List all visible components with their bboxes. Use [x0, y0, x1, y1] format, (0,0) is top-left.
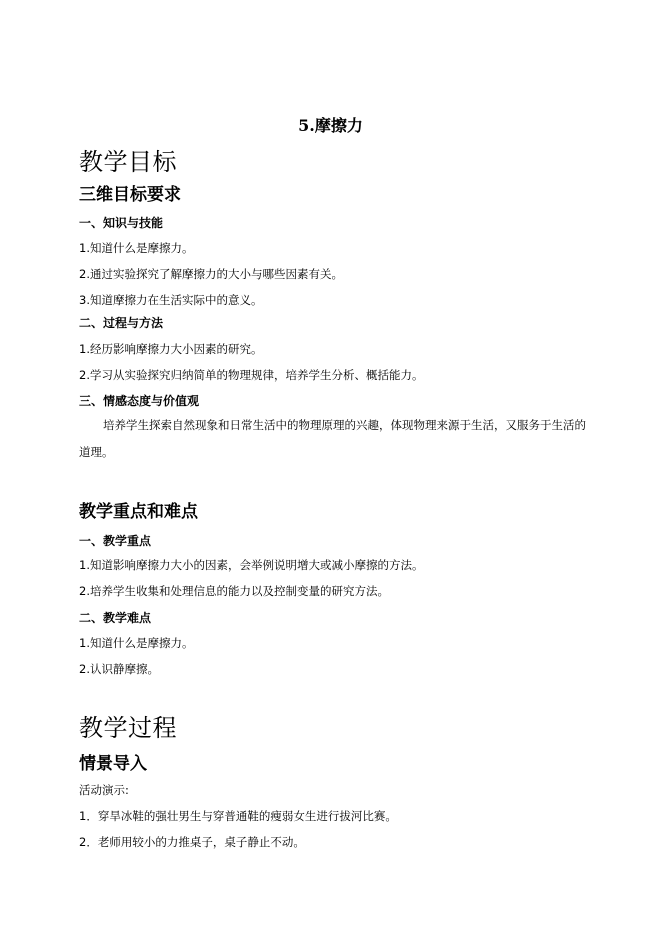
subheading-three-dimension-goals: 三维目标要求 [79, 185, 181, 205]
heading-teaching-focus: 一、教学重点 [79, 534, 152, 548]
list-item: 1.经历影响摩擦力大小因素的研究。 [79, 342, 263, 356]
list-item: 1.知道什么是摩擦力。 [79, 241, 194, 255]
list-item: 3.知道摩擦力在生活实际中的意义。 [79, 293, 263, 307]
list-item: 2.培养学生收集和处理信息的能力以及控制变量的研究方法。 [79, 584, 389, 598]
heading-emotion-values: 三、情感态度与价值观 [79, 394, 200, 408]
list-item: 2.学习从实验探究归纳简单的物理规律，培养学生分析、概括能力。 [79, 368, 424, 382]
document-title: 5.摩擦力 [298, 116, 363, 135]
list-item: 1.知道影响摩擦力大小的因素，会举例说明增大或减小摩擦的方法。 [79, 558, 424, 572]
subheading-scene-intro: 情景导入 [79, 754, 147, 774]
section-heading-key-points: 教学重点和难点 [79, 502, 198, 522]
list-item: 2.认识静摩擦。 [79, 662, 159, 676]
emotion-paragraph: 培养学生探索自然现象和日常生活中的物理原理的兴趣，体现物理来源于生活，又服务于生活的道理。 [79, 418, 586, 459]
list-item: 1.知道什么是摩擦力。 [79, 636, 194, 650]
heading-process-methods: 二、过程与方法 [79, 316, 164, 330]
heading-knowledge-skills: 一、知识与技能 [79, 216, 164, 230]
section-heading-goals: 教学目标 [79, 148, 177, 176]
list-item: 1．穿旱冰鞋的强壮男生与穿普通鞋的瘦弱女生进行拔河比赛。 [79, 809, 397, 823]
heading-teaching-difficulty: 二、教学难点 [79, 611, 152, 625]
list-item: 2．老师用较小的力推桌子，桌子静止不动。 [79, 835, 305, 849]
activity-label: 活动演示: [79, 783, 129, 797]
list-item: 2.通过实验探究了解摩擦力的大小与哪些因素有关。 [79, 267, 343, 281]
section-heading-process: 教学过程 [79, 714, 177, 742]
